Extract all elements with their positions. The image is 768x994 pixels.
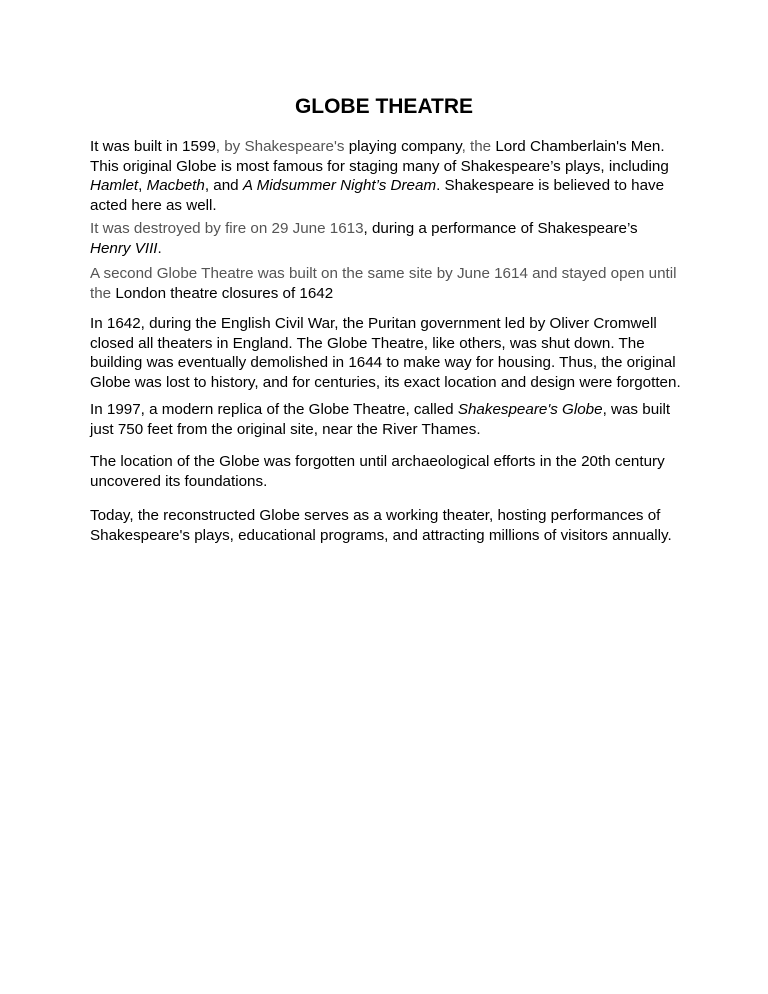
text-line xyxy=(90,137,690,157)
text-run: Lord Chamberlain's Men. xyxy=(491,138,665,155)
paragraph-today xyxy=(90,506,690,545)
text-run-italic: Macbeth xyxy=(146,177,205,194)
text-run: , by Shakespeare's xyxy=(215,138,345,155)
text-line: A second Globe Theatre was built on the same site by June 1614 and stayed open until xyxy=(90,265,677,282)
document-title: GLOBE THEATRE xyxy=(294,95,474,118)
text-run: . Shakespeare is believed to have xyxy=(436,177,665,194)
text-run: , and xyxy=(204,177,243,194)
text-run: London theatre closures of 1642 xyxy=(115,284,334,302)
text-run: In 1997, a modern replica of the Globe Theatre, called xyxy=(90,401,458,418)
text-line: closed all theaters in England. The Globe Theatre, like others, was shut down. The xyxy=(90,334,645,352)
text-run: It was built in 1599 xyxy=(90,138,216,155)
paragraph-modern-replica xyxy=(90,400,690,439)
text-run: , was built xyxy=(602,401,671,418)
text-run: . xyxy=(157,239,162,257)
paragraph-destroyed-by-fire xyxy=(90,219,690,258)
text-run-italic: Shakespeare's Globe xyxy=(457,401,603,418)
paragraph-built-1599 xyxy=(90,137,690,215)
text-line xyxy=(90,284,690,304)
text-run: the xyxy=(90,284,116,302)
paragraph-second-globe xyxy=(90,264,690,303)
text-line: This original Globe is most famous for staging many of Shakespeare’s plays, including xyxy=(90,157,669,175)
text-run: , xyxy=(138,177,147,194)
text-line: In 1642, during the English Civil War, the Puritan government led by Oliver Cromwell xyxy=(90,315,657,332)
text-line: The location of the Globe was forgotten until archaeological efforts in the 20th century xyxy=(90,453,665,470)
text-line xyxy=(90,176,690,196)
text-line: uncovered its foundations. xyxy=(90,472,268,490)
text-line: Shakespeare's plays, educational programs, and attracting millions of visitors annually. xyxy=(90,526,672,544)
text-line: Today, the reconstructed Globe serves as a working theater, hosting performances of xyxy=(90,507,661,524)
text-line: just 750 feet from the original site, near the River Thames. xyxy=(90,420,481,438)
text-line: Globe was lost to history, and for centuries, its exact location and design were forgotten. xyxy=(90,373,681,391)
text-run-italic: A Midsummer Night’s Dream xyxy=(242,177,437,194)
text-run: , during a performance of Shakespeare’s xyxy=(363,220,638,237)
paragraph-archaeology xyxy=(90,452,690,491)
text-run-italic: Hamlet xyxy=(90,177,139,194)
text-run: , the xyxy=(461,138,492,155)
text-line: building was eventually demolished in 1644 to make way for housing. Thus, the original xyxy=(90,354,676,371)
text-run-italic: Henry VIII xyxy=(90,239,158,257)
text-line: acted here as well. xyxy=(90,196,217,214)
text-line xyxy=(90,239,690,259)
paragraph-civil-war xyxy=(90,314,690,392)
text-line xyxy=(90,219,690,239)
text-run: playing company xyxy=(344,138,462,155)
text-line xyxy=(90,400,690,420)
text-run: It was destroyed by fire on 29 June 1613 xyxy=(90,220,364,237)
